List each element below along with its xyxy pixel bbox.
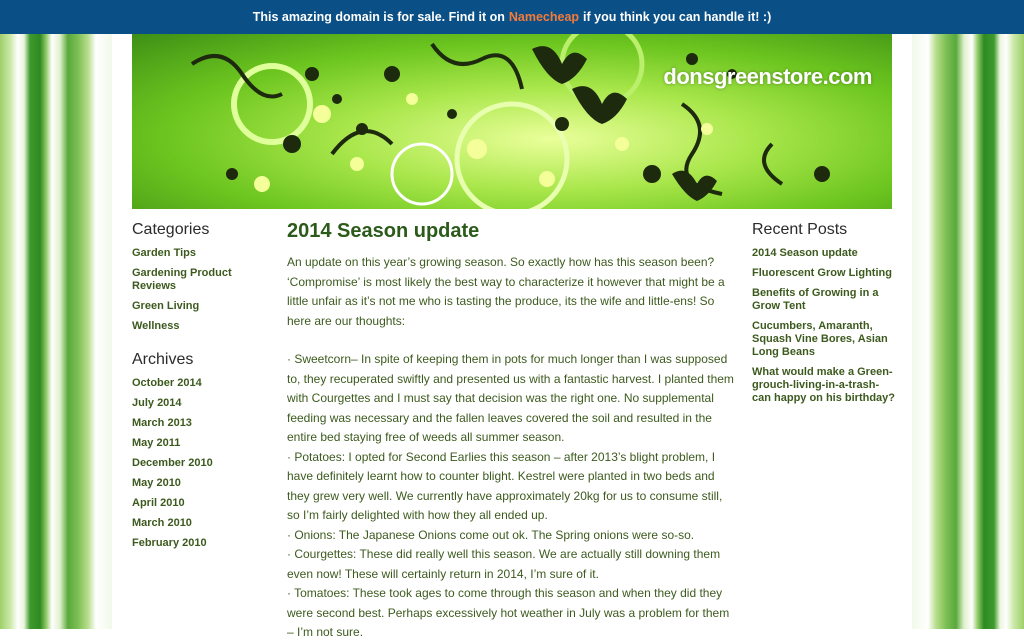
recent-post-item[interactable]: Fluorescent Grow Lighting xyxy=(752,267,892,279)
post-intro: An update on this year’s growing season. So exactly how has this season been? ‘Compromise’ is most likely the best way to characterize it however that might be a little unfair as it’s not me who is tasting the produce, its the wife and little-ens! So here are our thoughts: xyxy=(287,255,725,328)
archive-item[interactable]: May 2010 xyxy=(132,477,181,489)
page-container xyxy=(112,34,912,639)
post-title[interactable]: 2014 Season update xyxy=(287,220,480,242)
recent-post-item[interactable]: What would make a Green-grouch-living-in-a-trash-can happy on his birthday? xyxy=(752,366,896,404)
archive-item[interactable]: April 2010 xyxy=(132,497,185,509)
left-sidebar xyxy=(132,221,262,568)
recent-post-item[interactable]: Benefits of Growing in a Grow Tent xyxy=(752,287,879,312)
recent-post-item[interactable]: Cucumbers, Amaranth, Squash Vine Bores, Asian Long Beans xyxy=(752,320,888,358)
archive-item[interactable]: May 2011 xyxy=(132,437,181,449)
site-title[interactable]: donsgreenstore.com xyxy=(663,64,872,89)
categories-widget xyxy=(132,221,262,333)
post-paragraph: · Courgettes: These did really well this season. We are actually still downing them even now! These will certainly return in 2014, I’m sure of it. xyxy=(287,547,721,581)
right-sidebar xyxy=(752,221,897,423)
archive-item[interactable]: July 2014 xyxy=(132,397,182,409)
header-banner xyxy=(132,34,892,209)
recent-post-item[interactable]: 2014 Season update xyxy=(752,247,858,259)
archive-item[interactable]: March 2010 xyxy=(132,517,192,529)
category-item[interactable]: Green Living xyxy=(132,300,200,312)
banner-text-before: This amazing domain is for sale. Find it on xyxy=(252,10,505,24)
banner-text-after: if you think you can handle it! :) xyxy=(583,10,772,24)
swirl-decoration-icon xyxy=(132,34,892,209)
recent-posts-title: Recent Posts xyxy=(752,221,848,238)
post-paragraph: · Tomatoes: These took ages to come through this season and when they did they were second best. Perhaps excessively hot weather in July was a problem for them – I’m not sure. xyxy=(287,586,730,639)
post-paragraph: · Sweetcorn– In spite of keeping them in pots for much longer than I was supposed to, they recuperated swiftly and presented us with a fantastic harvest. I planted them with Courgettes and I must say that decision was the right one. No supplemental feeding was necessary and the fallen leaves covered the soil and resulted in the entire bed staying free of weeds all summer season. xyxy=(287,352,734,444)
category-item[interactable]: Gardening Product Reviews xyxy=(132,267,232,292)
post-paragraph: · Onions: The Japanese Onions come out ok. The Spring onions were so-so. xyxy=(287,527,695,542)
archive-item[interactable]: February 2010 xyxy=(132,537,207,549)
recent-posts-widget xyxy=(752,221,897,405)
post-body xyxy=(287,253,737,643)
categories-title: Categories xyxy=(132,221,210,238)
main-content xyxy=(287,220,737,643)
namecheap-link[interactable]: Namecheap xyxy=(508,10,580,24)
left-stripe-background xyxy=(0,0,112,629)
category-item[interactable]: Wellness xyxy=(132,320,180,332)
archive-item[interactable]: October 2014 xyxy=(132,377,202,389)
post-paragraph: · Potatoes: I opted for Second Earlies this season – after 2013’s blight problem, I have definitely learnt how to counter blight. Kestrel were planted in two beds and they grew very well. We currently have approximately 20kg for us to consume still, so I’m fairly delighted with how they all ended up. xyxy=(287,449,723,522)
right-stripe-background xyxy=(912,0,1024,629)
archives-title: Archives xyxy=(132,351,194,368)
archive-item[interactable]: March 2013 xyxy=(132,417,192,429)
archives-widget xyxy=(132,351,262,550)
category-item[interactable]: Garden Tips xyxy=(132,247,196,259)
archive-item[interactable]: December 2010 xyxy=(132,457,213,469)
domain-sale-banner xyxy=(0,0,1024,34)
